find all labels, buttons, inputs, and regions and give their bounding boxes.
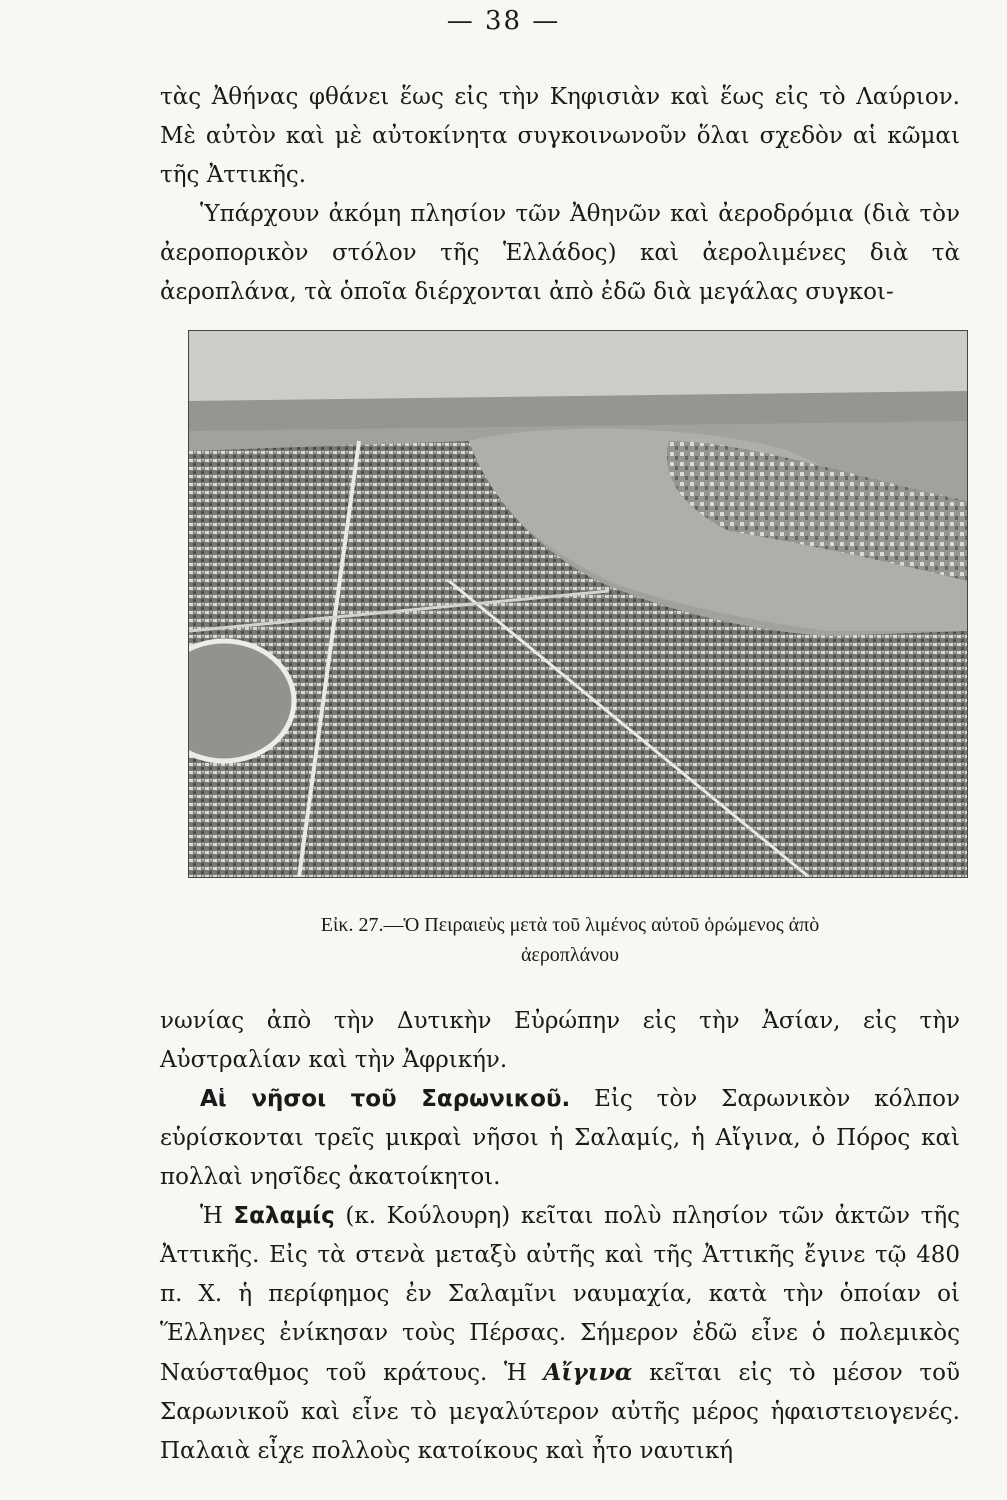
paragraph-saronic <box>160 1080 960 1197</box>
aigina-term: Αἴγινα <box>543 1359 633 1386</box>
paragraph-text: (κ. Κούλουρη) κεῖται πολὺ πλησίον τῶν ἀκτῶν τῆς Ἀττικῆς. Εἰς τὰ στενὰ μεταξὺ αὐτῆς καὶ τῆς Ἀττικῆς ἔγινε τῷ 480 π. Χ. ἡ περίφημος ἐν Σαλαμῖνι ναυμαχία, κατὰ τὴν ὁποίαν οἱ Ἕλληνες ἐνίκησαν τοὺς Πέρσας. Σήμερον ἐδῶ εἶνε ὁ πολεμικὸς Ναύσταθμος τοῦ κράτους. Ἡ <box>160 1203 960 1386</box>
paragraph: τὰς Ἀθήνας φθάνει ἕως εἰς τὴν Κηφισιὰν καὶ ἕως εἰς τὸ Λαύριον. Μὲ αὐτὸν καὶ μὲ αὐτοκίνητα συγκοινωνοῦν ὅλαι σχεδὸν αἱ κῶμαι τῆς Ἀττικῆς. <box>160 84 960 188</box>
figure-caption <box>180 910 960 970</box>
paragraph-salamis <box>160 1197 960 1471</box>
section-heading: Αἱ νῆσοι τοῦ Σαρωνικοῦ. <box>200 1086 571 1112</box>
paragraph-text: Εἰς τὸν Σαρωνικὸν κόλπον εὑρίσκονται τρεῖς μικραὶ νῆσοι ἡ Σαλαμίς, ἡ Αἴγινα, ὁ Πόρος καὶ πολλαὶ νησῖδες ἀκατοίκητοι. <box>160 1086 960 1190</box>
page-number: — 38 — <box>446 6 561 36</box>
paragraph-text: κεῖται εἰς τὸ μέσον τοῦ Σαρωνικοῦ καὶ εἶνε τὸ μεγαλύτερον αὐτῆς μέρος ἡφαιστειογενές. Παλαιὰ εἶχε πολλοὺς κατοίκους καὶ ἦτο ναυτική <box>160 1360 960 1464</box>
caption-line: ἀεροπλάνου <box>520 944 620 966</box>
piraeus-aerial-photo <box>188 330 968 878</box>
paragraph-text: Ἡ <box>200 1203 234 1229</box>
top-text-block <box>160 78 960 312</box>
paragraph: Ὑπάρχουν ἀκόμη πλησίον τῶν Ἀθηνῶν καὶ ἀεροδρόμια (διὰ τὸν ἀεροπορικὸν στόλον τῆς Ἑλλάδος) καὶ ἀερολιμένες διὰ τὰ ἀεροπλάνα, τὰ ὁποῖα διέρχονται ἀπὸ ἐδῶ διὰ μεγάλας συγκοι- <box>160 201 960 305</box>
bottom-text-block <box>160 1002 960 1471</box>
salamis-term: Σαλαμίς <box>233 1203 335 1229</box>
caption-line: Εἰκ. 27.—Ὁ Πειραιεὺς μετὰ τοῦ λιμένος αὐτοῦ ὁρώμενος ἀπὸ <box>320 914 820 936</box>
paragraph: νωνίας ἀπὸ τὴν Δυτικὴν Εὐρώπην εἰς τὴν Ἀσίαν, εἰς τὴν Αὐστραλίαν καὶ τὴν Ἀφρικήν. <box>160 1008 960 1073</box>
